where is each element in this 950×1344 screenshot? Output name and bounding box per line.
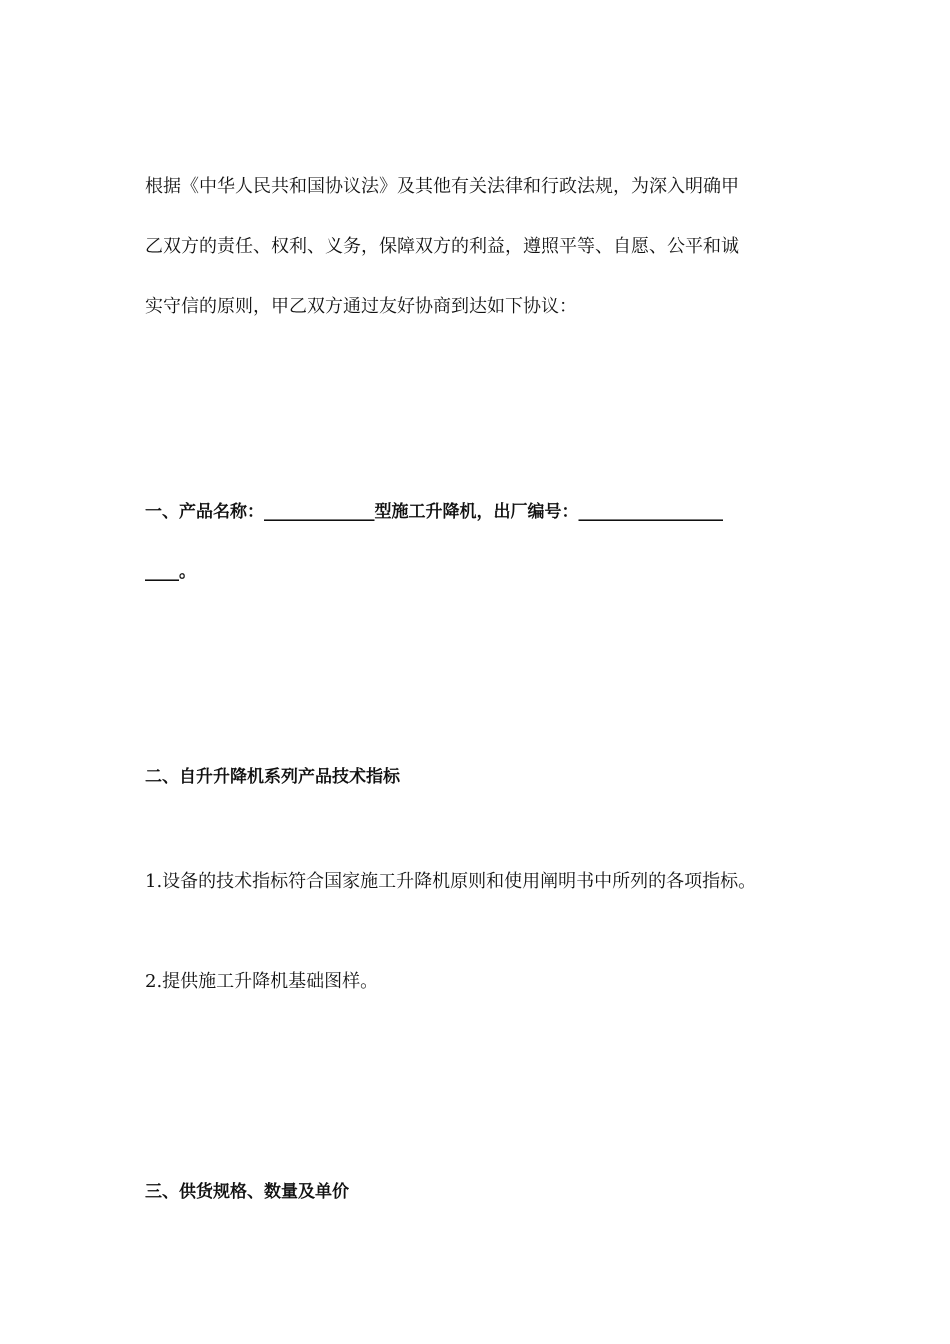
intro-line-1: 根据《中华人民共和国协议法》及其他有关法律和行政法规，为深入明确甲 bbox=[145, 176, 739, 197]
section2-heading: 二、自升升降机系列产品技术指标 bbox=[145, 767, 400, 787]
section2-item-1: 1.设备的技术指标符合国家施工升降机原则和使用阐明书中所列的各项指标。 bbox=[145, 871, 757, 892]
intro-line-3: 实守信的原则，甲乙双方通过友好协商到达如下协议： bbox=[145, 296, 577, 317]
section1-product-name-line: 一、产品名称：_____________型施工升降机，出厂编号：_________________ bbox=[145, 502, 723, 522]
section1-product-name-continuation: ____。 bbox=[145, 562, 196, 582]
intro-line-2: 乙双方的责任、权利、义务，保障双方的利益，遵照平等、自愿、公平和诚 bbox=[145, 236, 739, 257]
section2-item-2: 2.提供施工升降机基础图样。 bbox=[145, 971, 379, 992]
section3-heading: 三、供货规格、数量及单价 bbox=[145, 1182, 349, 1202]
